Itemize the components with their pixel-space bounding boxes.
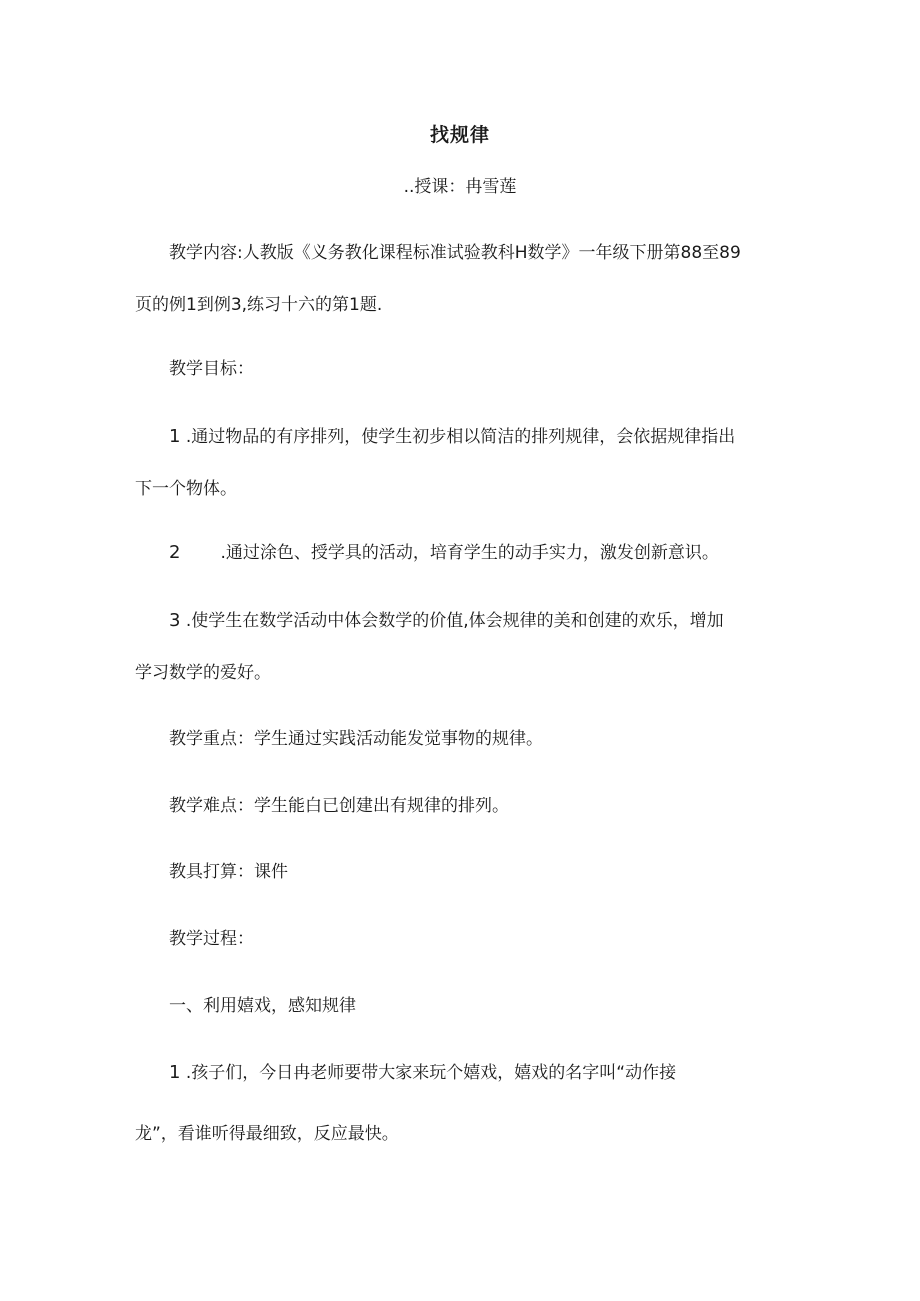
objective-1 <box>135 420 829 454</box>
content-line-1: 教学内容:人教版《义务教化课程标准试验教科H数学》一年级下册第88至89 <box>169 243 741 263</box>
teaching-tools: 教具打算：课件 <box>169 862 288 882</box>
key-point: 教学重点：学生通过实践活动能发觉事物的规律。 <box>169 729 543 749</box>
objective-2 <box>135 536 829 570</box>
objective-2-number: 2 <box>169 542 181 563</box>
document-title: 找规律 <box>429 124 490 146</box>
objective-3-text: .使学生在数学活动中体会数学的价值,体会规律的美和创建的欢乐，增加 <box>185 611 724 631</box>
step-1 <box>135 1056 829 1090</box>
objectives-label: 教学目标： <box>169 359 254 379</box>
objective-3-number: 3 <box>169 610 181 631</box>
process-label: 教学过程： <box>169 929 254 949</box>
objective-1-text: .通过物品的有序排列，使学生初步相以简洁的排列规律，会依据规律指出 <box>185 427 736 447</box>
section-heading-1: 一、利用嬉戏，感知规律 <box>169 996 356 1016</box>
step-1-text: .孩子们，今日冉老师要带大家来玩个嬉戏，嬉戏的名字叫“动作接 <box>185 1063 677 1083</box>
objective-1-continued: 下一个物体。 <box>135 479 237 499</box>
step-1-continued: 龙”，看谁听得最细致，反应最快。 <box>135 1124 399 1144</box>
objective-3 <box>135 604 829 638</box>
content-line-2: 页的例1到例3,练习十六的第1题. <box>135 295 383 315</box>
objective-2-text: .通过涂色、授学具的活动，培育学生的动手实力，激发创新意识。 <box>220 543 719 563</box>
difficulty-point: 教学难点：学生能白已创建出有规律的排列。 <box>169 796 509 816</box>
step-1-number: 1 <box>169 1062 181 1083</box>
objective-3-continued: 学习数学的爱好。 <box>135 663 271 683</box>
author-line: ..授课：冉雪莲 <box>403 177 517 197</box>
objective-1-number: 1 <box>169 426 181 447</box>
